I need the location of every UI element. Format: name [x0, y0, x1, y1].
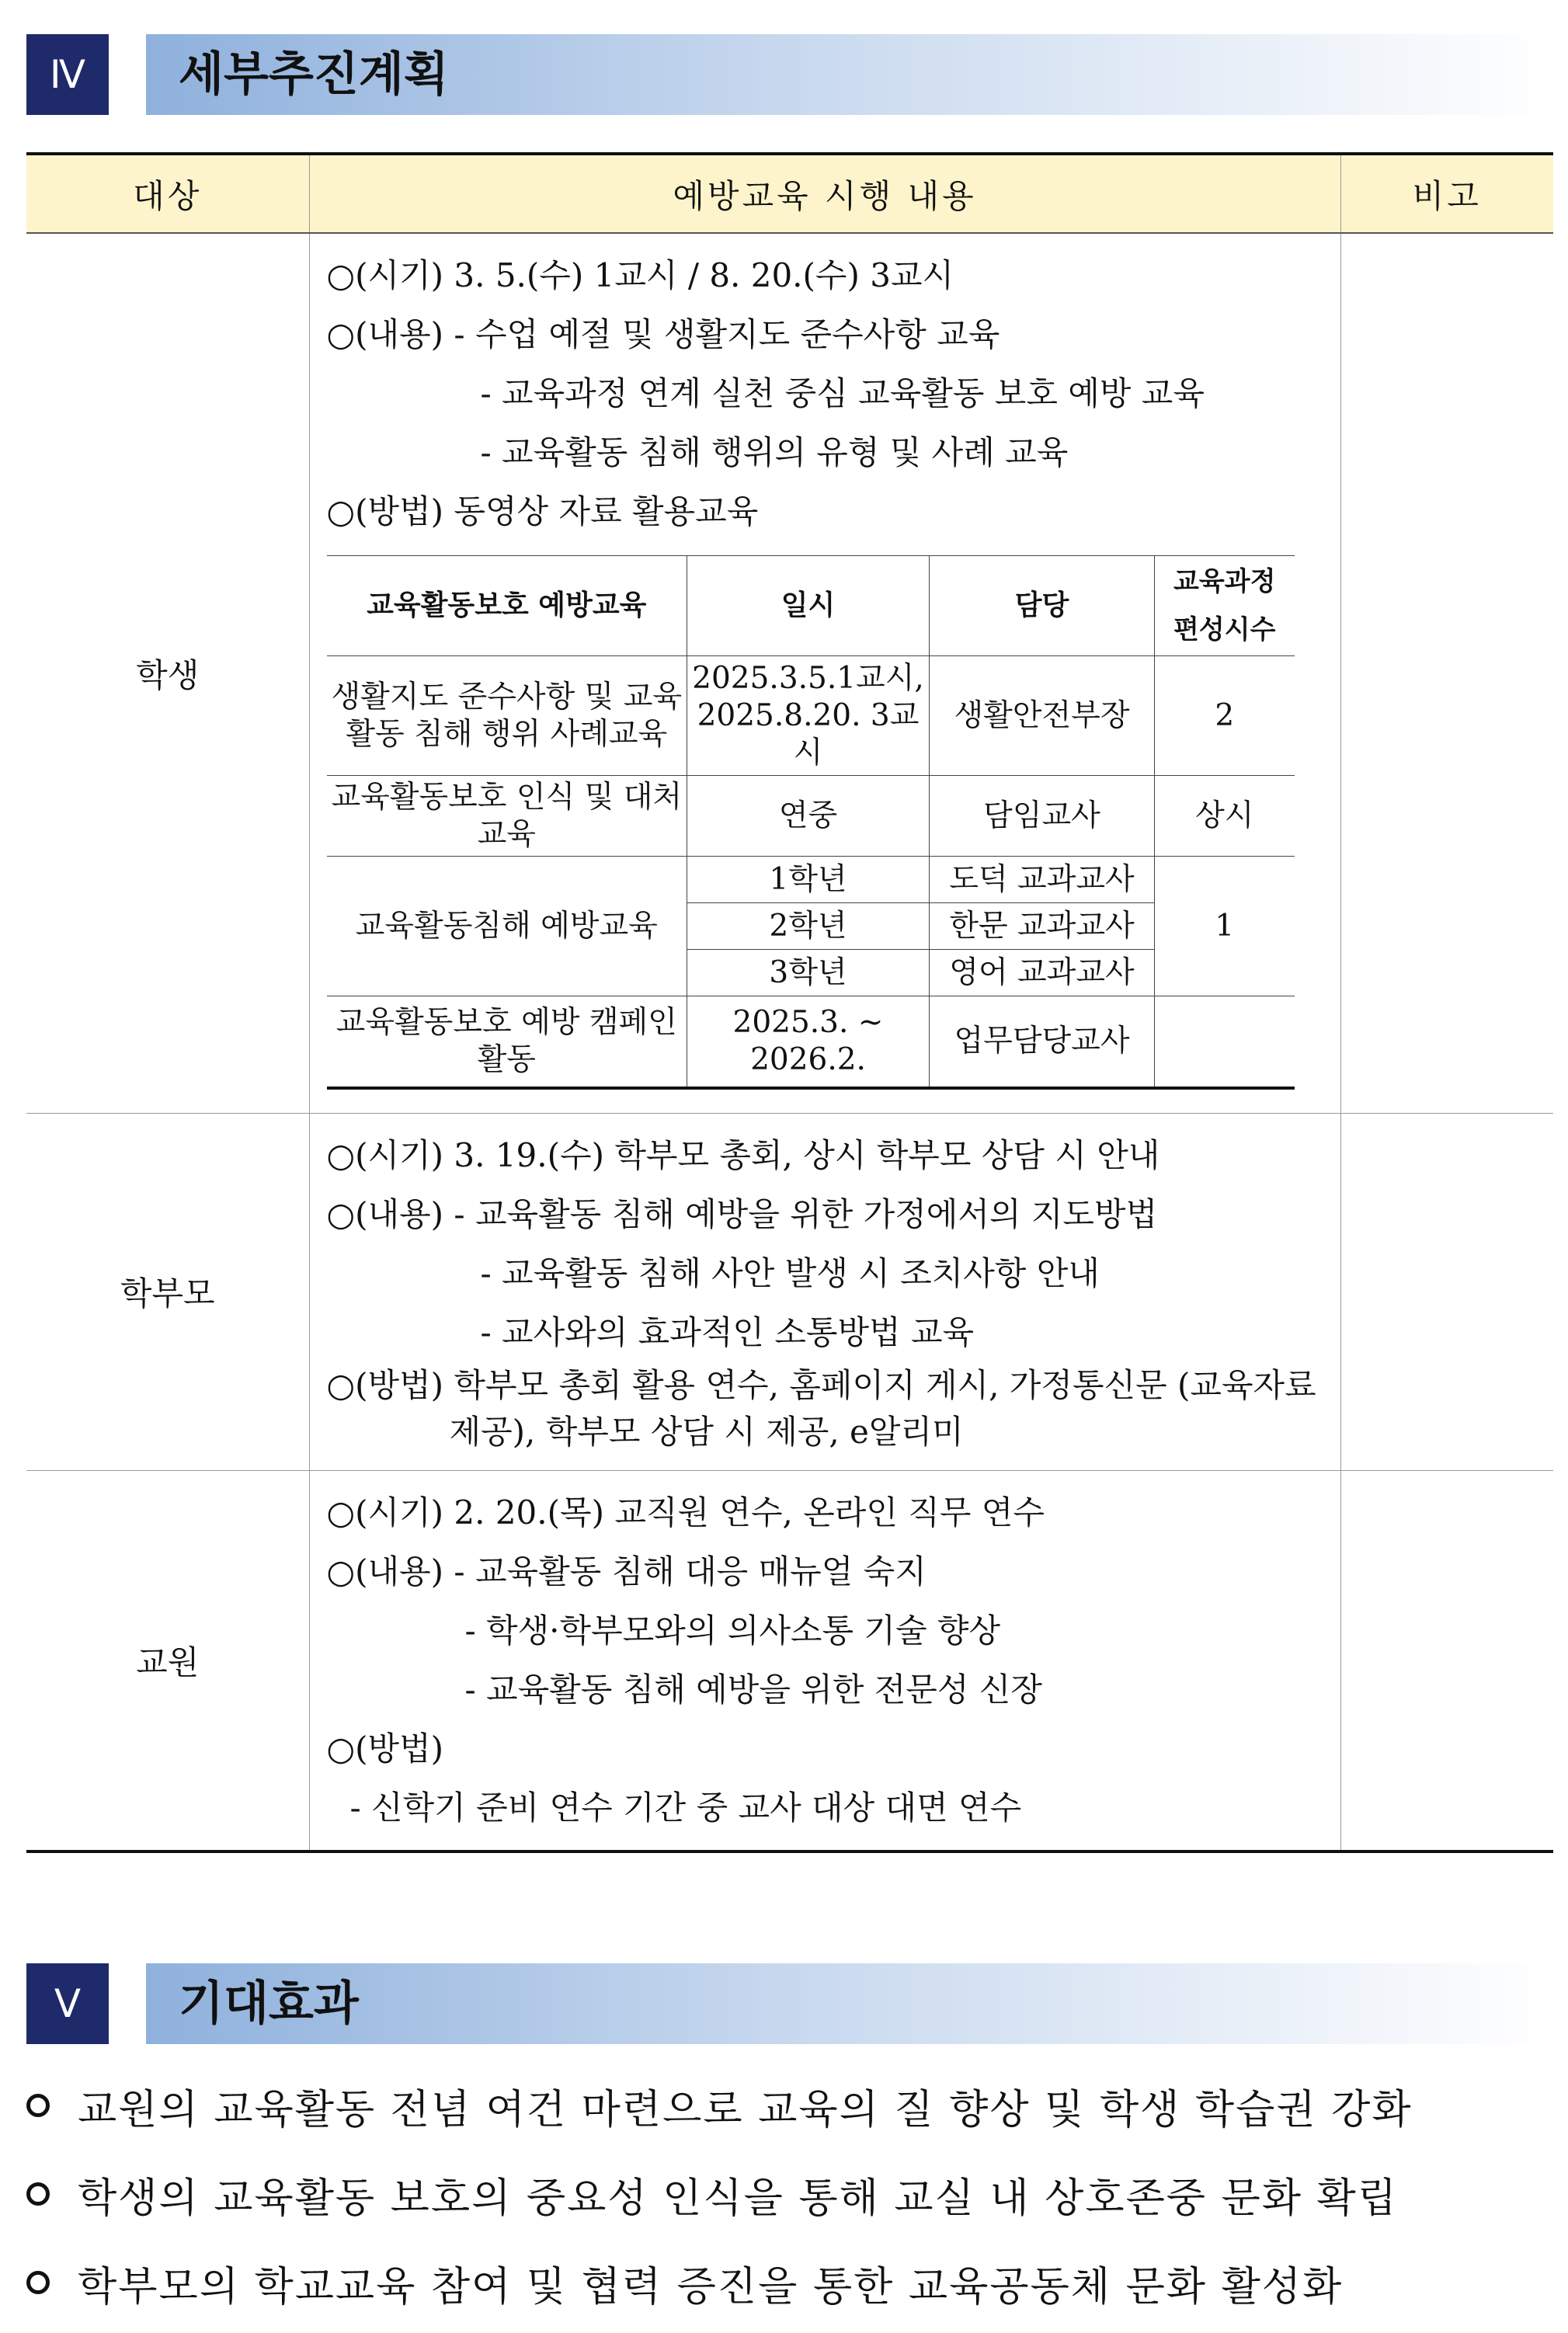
section-number-badge: Ⅳ [26, 34, 109, 115]
teacher-line: ○(시기) 2. 20.(목) 교직원 연수, 온라인 직무 연수 [326, 1493, 1045, 1532]
target-student: 학생 [26, 233, 309, 1113]
inner-header-charge: 담당 [930, 556, 1155, 656]
table-header-row [26, 154, 1553, 233]
content-student [309, 233, 1340, 1113]
inner-cell: 한문 교과교사 [930, 903, 1155, 950]
section-title: 세부추진계획 [179, 47, 449, 102]
inner-cell [1155, 996, 1295, 1088]
effects-list [26, 2061, 1553, 2327]
inner-cell: 2025.3. ~ 2026.2. [687, 996, 930, 1088]
note-teacher [1340, 1470, 1553, 1851]
header-note: 비고 [1340, 154, 1553, 233]
inner-cell: 생활안전부장 [930, 656, 1155, 776]
content-teacher [309, 1470, 1340, 1851]
circle-bullet-icon [26, 2094, 50, 2117]
section-4-header [26, 34, 1553, 115]
inner-cell: 연중 [687, 776, 930, 857]
inner-cell: 1학년 [687, 857, 930, 903]
target-teacher: 교원 [26, 1470, 309, 1851]
teacher-line: ○(방법) [326, 1729, 444, 1768]
table-row-student [26, 233, 1553, 1113]
content-parent [309, 1113, 1340, 1470]
inner-header-program: 교육활동보호 예방교육 [327, 556, 687, 656]
inner-cell: 2025.3.5.1교시, 2025.8.20. 3교시 [687, 656, 930, 776]
effect-text: 학생의 교육활동 보호의 중요성 인식을 통해 교실 내 상호존중 문화 확립 [78, 2175, 1399, 2222]
inner-cell: 업무담당교사 [930, 996, 1155, 1088]
list-item [26, 2150, 1553, 2238]
student-line: ○(시기) 3. 5.(수) 1교시 / 8. 20.(수) 3교시 [326, 256, 954, 294]
inner-cell: 담임교사 [930, 776, 1155, 857]
table-row-parent [26, 1113, 1553, 1470]
circle-bullet-icon [26, 2271, 50, 2294]
inner-cell: 영어 교과교사 [930, 950, 1155, 996]
student-line: - 교육과정 연계 실천 중심 교육활동 보호 예방 교육 [480, 374, 1205, 412]
inner-cell: 도덕 교과교사 [930, 857, 1155, 903]
list-item [26, 2238, 1553, 2327]
parent-line: ○(시기) 3. 19.(수) 학부모 총회, 상시 학부모 상담 시 안내 [326, 1135, 1160, 1174]
parent-line: - 교육활동 침해 사안 발생 시 조치사항 안내 [480, 1253, 1100, 1292]
inner-cell: 교육활동보호 인식 및 대처 교육 [327, 776, 687, 857]
header-target: 대상 [26, 154, 309, 233]
inner-cell: 3학년 [687, 950, 930, 996]
plan-table [26, 152, 1553, 1853]
effect-text: 교원의 교육활동 전념 여건 마련으로 교육의 질 향상 및 학생 학습권 강화 [78, 2086, 1413, 2133]
student-line: ○(방법) 동영상 자료 활용교육 [326, 492, 759, 530]
inner-cell: 생활지도 준수사항 및 교육활동 침해 행위 사례교육 [327, 656, 687, 776]
note-student [1340, 233, 1553, 1113]
section-number-badge: Ⅴ [26, 1963, 109, 2044]
note-parent [1340, 1113, 1553, 1470]
student-program-table [327, 555, 1295, 1090]
target-parent: 학부모 [26, 1113, 309, 1470]
inner-cell: 2 [1155, 656, 1295, 776]
inner-cell: 상시 [1155, 776, 1295, 857]
inner-cell: 2학년 [687, 903, 930, 950]
parent-line: 제공), 학부모 상담 시 제공, e알리미 [449, 1412, 964, 1451]
table-row-teacher [26, 1470, 1553, 1851]
student-line: ○(내용) - 수업 예절 및 생활지도 준수사항 교육 [326, 315, 1000, 353]
section-5-header [26, 1963, 1553, 2044]
inner-header-date: 일시 [687, 556, 930, 656]
effect-text: 학부모의 학교교육 참여 및 협력 증진을 통한 교육공동체 문화 활성화 [78, 2263, 1344, 2310]
inner-header-hours: 교육과정 편성시수 [1155, 556, 1295, 656]
teacher-line: - 신학기 준비 연수 기간 중 교사 대상 대면 연수 [349, 1788, 1022, 1827]
inner-cell: 1 [1155, 857, 1295, 996]
teacher-line: ○(내용) - 교육활동 침해 대응 매뉴얼 숙지 [326, 1552, 927, 1591]
list-item [26, 2061, 1553, 2150]
inner-cell: 교육활동침해 예방교육 [327, 857, 687, 996]
parent-line: ○(방법) 학부모 총회 활용 연수, 홈페이지 게시, 가정통신문 (교육자료 [326, 1365, 1316, 1404]
teacher-line: - 학생·학부모와의 의사소통 기술 향상 [464, 1611, 1001, 1650]
circle-bullet-icon [26, 2182, 50, 2206]
teacher-line: - 교육활동 침해 예방을 위한 전문성 신장 [464, 1670, 1042, 1709]
parent-line: - 교사와의 효과적인 소통방법 교육 [480, 1313, 975, 1351]
section-title: 기대효과 [179, 1977, 359, 2031]
student-line: - 교육활동 침해 행위의 유형 및 사례 교육 [480, 433, 1069, 471]
parent-line: ○(내용) - 교육활동 침해 예방을 위한 가정에서의 지도방법 [326, 1194, 1158, 1233]
inner-cell: 교육활동보호 예방 캠페인 활동 [327, 996, 687, 1088]
header-content: 예방교육 시행 내용 [309, 154, 1340, 233]
